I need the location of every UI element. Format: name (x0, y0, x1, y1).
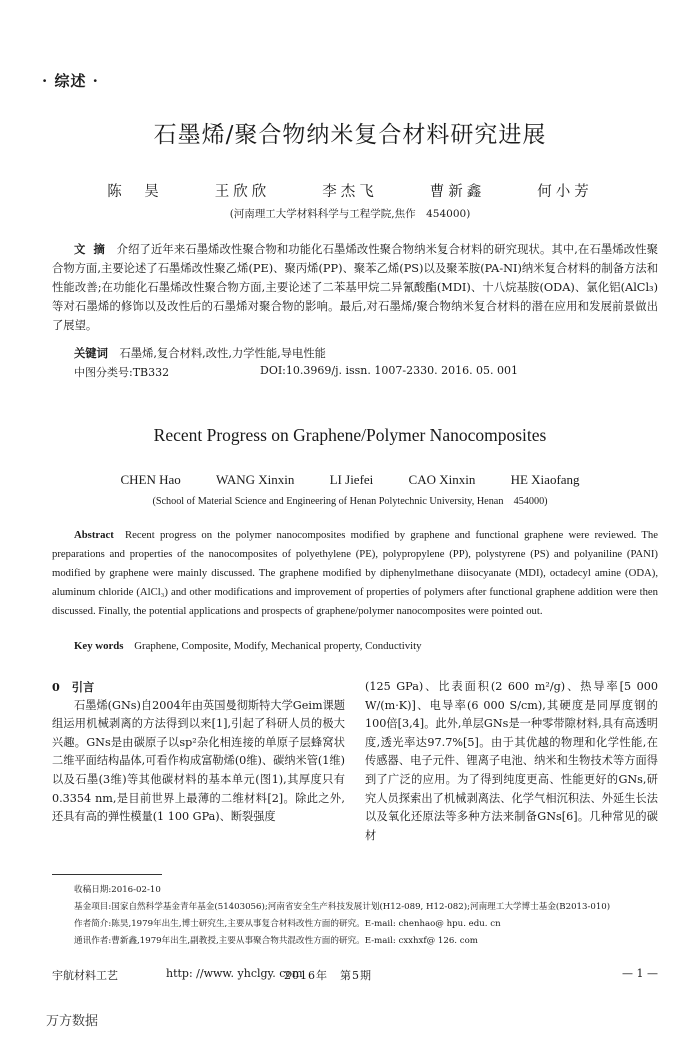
cn-author: 王欣欣 (214, 184, 271, 200)
english-abstract-text: Recent progress on the polymer nanocomposites modified by graphene and functional graphene were reviewed. The preparations and properties of the nanocomposites of polyethylene (PE), polypropylene (PP), polystyrene (PS) and polyaniline (PANI) modified by graphene were mainly discussed. The graphene modified by diphenylmethane diisocyanate (MDI), octadecyl amine (ODA), aluminum chloride (AlCl₃) and other modifications and improvement of properties of polymers after functional graphene addition were then discussed. Finally, the potential applications and prospects of graphene/polymer nanocomposites were pointed out. (52, 529, 658, 617)
en-author: CHEN Hao (120, 472, 181, 487)
section-number: 0 (52, 680, 60, 694)
footnotes (74, 882, 664, 950)
en-author: LI Jiefei (329, 472, 374, 487)
doi: DOI:10.3969/j. issn. 1007-2330. 2016. 05. 001 (260, 364, 519, 377)
english-keywords-text: Graphene, Composite, Modify, Mechanical property, Conductivity (134, 640, 422, 652)
chinese-abstract (52, 240, 658, 335)
classification-line (74, 364, 658, 380)
cn-author: 李杰飞 (322, 184, 378, 200)
chinese-author-list (0, 180, 700, 201)
english-keywords-label: Key words (74, 640, 124, 652)
cn-author: 曹新鑫 (429, 184, 486, 200)
english-abstract-label: Abstract (74, 529, 114, 541)
journal-name: 宇航材料工艺 (52, 969, 118, 982)
body-paragraph-right: (125 GPa)、比表面积(2 600 m²/g)、热导率[5 000 W/(m·K)]、电导率(6 000 S/cm),其硬度是同厚度钢的100倍[3,4]。此外,单层GNs是一种零带隙材料,具有高透明度,透光率达97.7%[5]。由于其优越的物理和化学性能,在传感器、电子元件、锂离子电池、纳米和生物技术等方面得到了广泛的应用。为了得到纯度更高、性能更好的GNs,研究人员探索出了机械剥离法、化学气相沉积法、外延生长法以及氧化还原法等多种方法来制备GNs[6]。几种常见的碳材 (365, 680, 658, 842)
cn-author: 陈 昊 (107, 184, 163, 200)
en-author: HE Xiaofang (510, 472, 580, 487)
footnote-corresponding: 通讯作者:曹新鑫,1979年出生,副教授,主要从事聚合物共混改性方面的研究。E-mail: cxxhxf@ 126. com (74, 936, 478, 946)
cn-author: 何小芳 (537, 184, 593, 200)
issue-info: 2016年 第5期 (284, 969, 372, 982)
journal-url[interactable]: http: //www. yhclgy. com (166, 967, 303, 980)
english-keywords (74, 640, 422, 652)
class-number: 中图分类号:TB332 (74, 366, 170, 379)
footnote-funding: 基金项目:国家自然科学基金青年基金(51403056);河南省安全生产科技发展计划(H12-089, H12-082);河南理工大学博士基金(B2013-010) (74, 902, 611, 912)
watermark: 万方数据 (46, 1014, 99, 1029)
chinese-keywords-label: 关键词 (74, 346, 108, 360)
chinese-affiliation: (河南理工大学材料科学与工程学院,焦作 454000) (229, 208, 471, 220)
chinese-keywords-text: 石墨烯,复合材料,改性,力学性能,导电性能 (119, 347, 326, 360)
body-column-right (365, 678, 658, 845)
section-heading (52, 678, 345, 697)
footnote-author-bio: 作者简介:陈昊,1979年出生,博士研究生,主要从事复合材料改性方面的研究。E-mail: chenhao@ hpu. edu. cn (74, 919, 501, 929)
chinese-keywords (74, 345, 326, 361)
en-author: CAO Xinxin (408, 472, 476, 487)
body-paragraph-left: 石墨烯(GNs)自2004年由英国曼彻斯特大学Geim课题组运用机械剥离的方法得到以来[1],引起了科研人员的极大兴趣。GNs是由碳原子以sp²杂化相连接的单原子层蜂窝状二维平面结构晶体,可看作构成富勒烯(0维)、碳纳米管(1维)以及石墨(3维)等其他碳材料的基本单元(图1),其厚度只有0.3354 nm,是目前世界上最薄的二维材料[2]。除此之外,还具有高的弹性模量(1 100 GPa)、断裂强度 (52, 698, 345, 824)
chinese-abstract-text: 介绍了近年来石墨烯改性聚合物和功能化石墨烯改性聚合物纳米复合材料的研究现状。其中,在石墨烯改性聚合物方面,主要论述了石墨烯改性聚乙烯(PE)、聚丙烯(PP)、聚苯乙烯(PS)以及聚苯胺(PA-NI)纳米复合材料的制备方法和性能改善;在功能化石墨烯改性聚合物方面,主要论述了二苯基甲烷二异氰酸酯(MDI)、十八烷基胺(ODA)、氯化铝(AlCl₃)等对石墨烯的修饰以及改性后的石墨烯对聚合物的影响。最后,对石墨烯/聚合物纳米复合材料的潜在应用和发展前景做出了展望。 (52, 243, 658, 332)
section-tag: · 综述 · (42, 72, 99, 90)
chinese-abstract-label: 文摘 (74, 242, 113, 256)
english-title: Recent Progress on Graphene/Polymer Nanocomposites (153, 425, 547, 445)
footnote-divider (52, 874, 162, 875)
body-column-left (52, 678, 345, 827)
page-number: — 1 — (622, 967, 658, 980)
en-author: WANG Xinxin (216, 472, 295, 487)
english-abstract (52, 526, 658, 621)
section-title: 引言 (71, 680, 95, 694)
english-author-list (0, 472, 700, 488)
footnote-received: 收稿日期:2016-02-10 (74, 885, 161, 895)
chinese-title: 石墨烯/聚合物纳米复合材料研究进展 (153, 122, 547, 148)
english-affiliation: (School of Material Science and Engineering of Henan Polytechnic University, Henan 454000) (152, 496, 548, 507)
